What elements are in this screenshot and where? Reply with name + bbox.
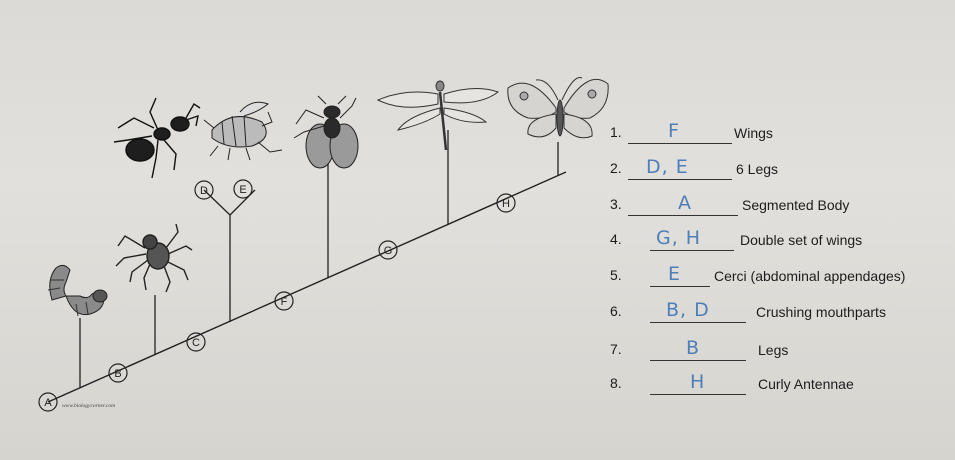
spider-illustration	[116, 224, 192, 292]
question-number: 2.	[610, 160, 622, 176]
answer-blank[interactable]	[650, 394, 746, 395]
butterfly-illustration	[508, 77, 608, 137]
answer-blank[interactable]	[628, 179, 732, 180]
question-number: 4.	[610, 231, 622, 247]
question-label: Double set of wings	[740, 232, 863, 248]
node-h-label: H	[502, 198, 510, 210]
node-a	[39, 393, 57, 411]
answer-blank[interactable]	[650, 360, 746, 361]
answer-blank[interactable]	[650, 286, 710, 287]
answer-blank[interactable]	[650, 322, 746, 323]
answer-blank[interactable]	[628, 143, 732, 144]
node-e-label: E	[239, 184, 247, 196]
credit-text: www.biologycorner.com	[62, 403, 116, 409]
node-c-label: C	[192, 337, 200, 349]
question-label: Curly Antennae	[758, 376, 854, 392]
node-d	[195, 181, 213, 199]
node-h	[497, 194, 515, 212]
question-label: Wings	[734, 125, 773, 141]
dragonfly-illustration	[378, 81, 498, 150]
node-a-label: A	[44, 397, 52, 409]
node-f	[275, 292, 293, 310]
handwritten-answer: E	[668, 263, 682, 285]
question-label: Cerci (abdominal appendages)	[714, 268, 906, 284]
question-label: Legs	[758, 342, 789, 358]
handwritten-answer: G, H	[656, 227, 702, 249]
handwritten-answer: A	[678, 192, 692, 214]
question-number: 7.	[610, 341, 622, 357]
handwritten-answer: H	[690, 371, 706, 393]
handwritten-answer: B	[686, 337, 701, 359]
question-label: Crushing mouthparts	[756, 304, 886, 320]
handwritten-answer: D, E	[646, 156, 689, 178]
node-e	[234, 180, 252, 198]
question-number: 8.	[610, 375, 622, 391]
node-g	[379, 241, 397, 259]
question-number: 1.	[610, 124, 622, 140]
aphid-illustration	[204, 102, 282, 160]
node-b-label: B	[114, 368, 122, 380]
handwritten-answer: B, D	[666, 299, 710, 321]
node-f-label: F	[280, 296, 288, 308]
question-number: 5.	[610, 267, 622, 283]
ant-illustration	[114, 98, 200, 178]
answer-blank[interactable]	[628, 215, 738, 216]
question-label: 6 Legs	[736, 161, 779, 177]
question-number: 3.	[610, 196, 622, 212]
node-g-label: G	[383, 245, 393, 257]
node-d-label: D	[200, 185, 208, 197]
question-label: Segmented Body	[742, 197, 850, 213]
question-number: 6.	[610, 303, 622, 319]
answer-blank[interactable]	[650, 250, 734, 251]
fly-illustration	[294, 96, 358, 168]
worm-illustration	[48, 265, 107, 316]
handwritten-answer: F	[668, 120, 680, 142]
